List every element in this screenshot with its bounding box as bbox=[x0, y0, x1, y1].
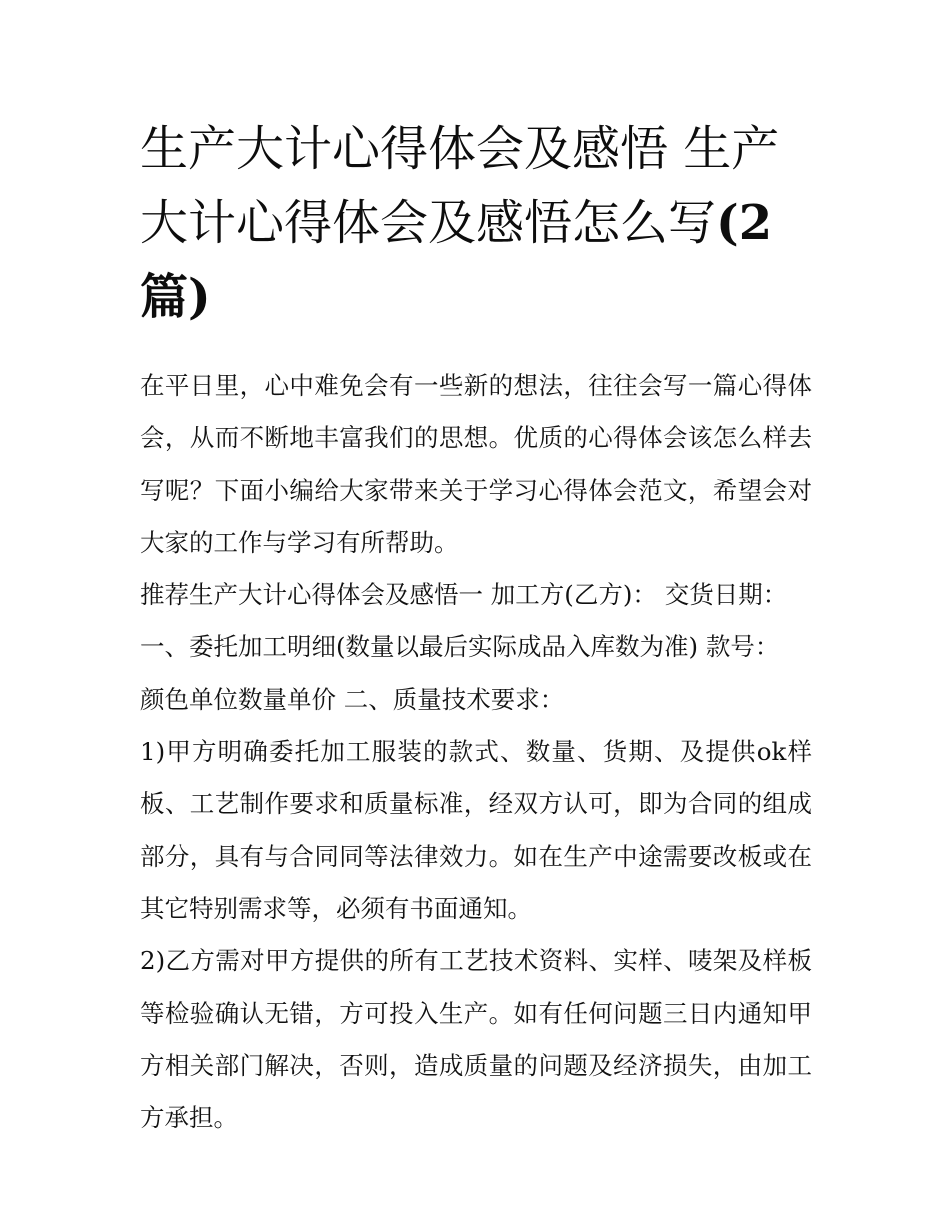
document-title bbox=[140, 112, 812, 334]
title-line-1: 生产大计心得体会及感悟 生产 bbox=[140, 121, 780, 177]
document-page bbox=[140, 112, 812, 1144]
title-count: (2 bbox=[716, 195, 773, 251]
requirement-1-paragraph: 1)甲方明确委托加工服装的款式、数量、货期、及提供ok样板、工艺制作要求和质量标准，经双方认可，即为合同的组成部分，具有与合同同等法律效力。如在生产中途需要改板或在其它特别需求等，必须有书面通知。 bbox=[140, 737, 812, 923]
section-one-line: 一、委托加工明细(数量以最后实际成品入库数为准) 款号： bbox=[140, 632, 780, 662]
title-line-3: 篇) bbox=[140, 269, 211, 325]
recommend-line: 推荐生产大计心得体会及感悟一 加工方(乙方)： 交货日期： bbox=[140, 580, 788, 610]
intro-paragraph: 在平日里，心中难免会有一些新的想法，往往会写一篇心得体会，从而不断地丰富我们的思想。优质的心得体会该怎么样去写呢？下面小编给大家带来关于学习心得体会范文，希望会对大家的工作与学习有所帮助。 bbox=[140, 371, 812, 557]
title-line-2: 大计心得体会及感悟怎么写 bbox=[140, 195, 717, 251]
requirement-2-paragraph: 2)乙方需对甲方提供的所有工艺技术资料、实样、唛架及样板等检验确认无错，方可投入生产。如有任何问题三日内通知甲方相关部门解决，否则，造成质量的问题及经济损失，由加工方承担。 bbox=[140, 946, 812, 1133]
section-two-line: 颜色单位数量单价 二、质量技术要求： bbox=[140, 684, 565, 714]
